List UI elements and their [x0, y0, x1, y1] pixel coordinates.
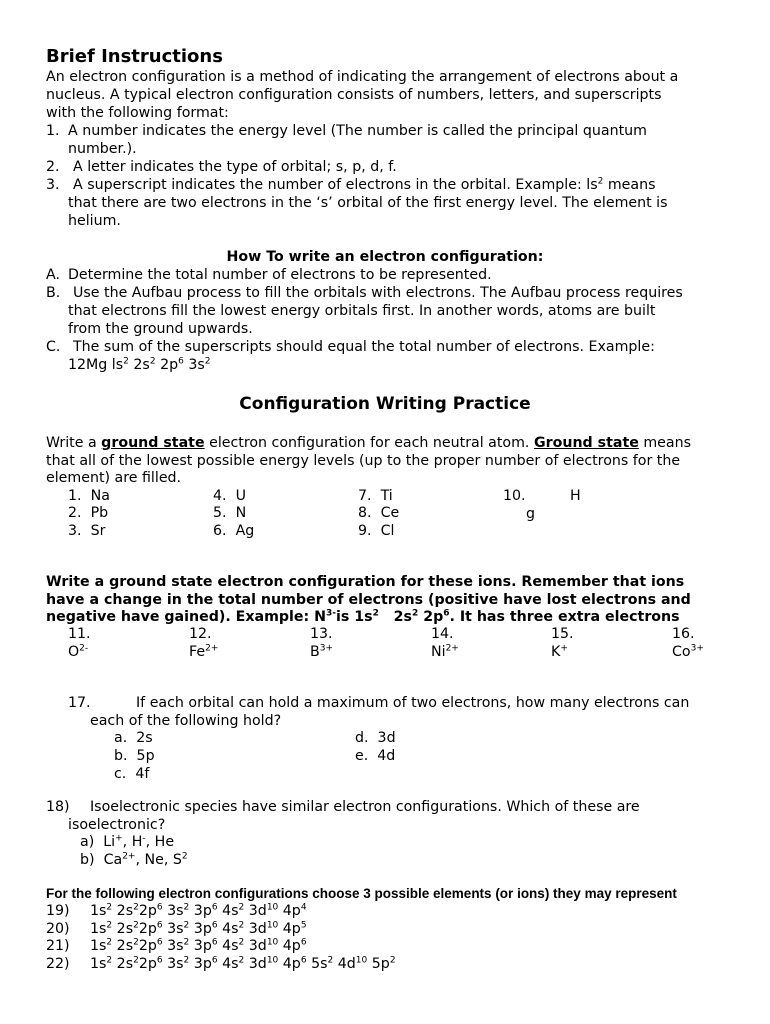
atom-item-symbol: H: [570, 488, 581, 504]
ion-symbol: K+: [551, 643, 568, 660]
list-number: B.: [46, 285, 61, 301]
example-config: 12Mg $ls^2$ $2s^2$ $2p^6$ $3s^2$: [68, 356, 211, 373]
option-item: a. 2s: [114, 730, 153, 746]
list-item: that electrons fill the lowest energy orbitals first. In another words, atoms are built: [68, 303, 656, 319]
list-number: 1.: [46, 123, 60, 139]
ion-symbol: $B^{3+}$: [310, 643, 334, 660]
option-item: b) $Ca^{2+}$, Ne, $S^2$: [80, 851, 188, 868]
configs-instructions: For the following electron configurations choose 3 possible elements (or ions) they may represent: [46, 886, 677, 901]
intro-line: nucleus. A typical electron configuration consists of numbers, letters, and superscripts: [46, 87, 662, 103]
list-item: number.).: [68, 141, 137, 157]
practice-intro: element) are filled.: [46, 470, 182, 486]
ion-number: 16.: [672, 626, 695, 642]
list-item: from the ground upwards.: [68, 321, 253, 337]
list-item: A letter indicates the type of orbital; s, p, d, f.: [73, 159, 397, 175]
atom-item: 5. N: [213, 505, 247, 521]
atom-item: 2. Pb: [68, 505, 109, 521]
ion-number: 15.: [551, 626, 574, 642]
ions-instructions: Write a ground state electron configuration for these ions. Remember that ions: [46, 574, 685, 590]
option-item: e. 4d: [355, 748, 396, 764]
ion-number: 12.: [189, 626, 212, 642]
config-number: 20): [46, 921, 70, 937]
question-number: 17.: [68, 695, 91, 711]
ion-symbol: $O^{2-}$: [68, 643, 89, 660]
list-number: A.: [46, 267, 60, 283]
question-text: If each orbital can hold a maximum of two electrons, how many electrons can: [136, 695, 690, 711]
config-line: $1s^2$ $2s^22p^6$ $3s^2$ $3p^6$ $4s^2$ $3d^{10}$ $4p^4$: [90, 902, 307, 919]
ion-symbol: $Ni^{2+}$: [431, 643, 459, 660]
intro-line: An electron configuration is a method of indicating the arrangement of electrons about a: [46, 69, 679, 85]
list-item: A number indicates the energy level (The number is called the principal quantum: [68, 123, 647, 139]
list-number: C.: [46, 339, 61, 355]
list-item: helium.: [68, 213, 121, 229]
practice-heading: Configuration Writing Practice: [239, 394, 531, 414]
ions-instructions: have a change in the total number of electrons (positive have lost electrons and: [46, 592, 691, 608]
option-item: a) Li+, H-, He: [80, 833, 175, 850]
option-item: b. 5p: [114, 748, 155, 764]
list-item: The sum of the superscripts should equal the total number of electrons. Example:: [73, 339, 655, 355]
ions-instructions: negative have gained). Example: $N^{3-}is$ $1s^2$ $2s^2$ $2p^6$. It has three extra electrons: [46, 608, 680, 625]
ion-symbol: $Co^{3+}$: [672, 643, 704, 660]
config-line: $1s^2$ $2s^22p^6$ $3s^2$ $3p^6$ $4s^2$ $3d^{10}$ $4p^5$: [90, 920, 307, 937]
question-text: Isoelectronic species have similar electron configurations. Which of these are: [90, 799, 640, 815]
list-item: A superscript indicates the number of electrons in the orbital. Example: $ls^2$ means: [73, 176, 656, 193]
question-text: isoelectronic?: [68, 817, 166, 833]
config-number: 22): [46, 956, 70, 972]
atom-item: 4. U: [213, 488, 246, 504]
question-text: each of the following hold?: [90, 713, 282, 729]
howto-heading: How To write an electron configuration:: [226, 249, 544, 265]
brief-instructions-heading: Brief Instructions: [46, 46, 223, 67]
ion-number: 11.: [68, 626, 91, 642]
atom-item-symbol: g: [526, 506, 536, 522]
atom-item-number: 10.: [503, 488, 526, 504]
ion-number: 13.: [310, 626, 333, 642]
option-item: d. 3d: [355, 730, 396, 746]
practice-intro: Write a ground state electron configuration for each neutral atom. Ground state means: [46, 435, 691, 451]
ion-symbol: $Fe^{2+}$: [189, 643, 219, 660]
list-item: that there are two electrons in the ‘s’ orbital of the first energy level. The element is: [68, 195, 668, 211]
list-item: Determine the total number of electrons to be represented.: [68, 267, 492, 283]
config-line: $1s^2$ $2s^22p^6$ $3s^2$ $3p^6$ $4s^2$ $3d^{10}$ $4p^6$ $5s^2$ $4d^{10}$ $5p^2$: [90, 955, 396, 972]
atom-item: 3. Sr: [68, 523, 106, 539]
config-number: 19): [46, 903, 70, 919]
atom-item: 8. Ce: [358, 505, 400, 521]
list-number: 3.: [46, 177, 60, 193]
ion-number: 14.: [431, 626, 454, 642]
question-number: 18): [46, 799, 70, 815]
config-number: 21): [46, 938, 70, 954]
atom-item: 7. Ti: [358, 488, 393, 504]
option-item: c. 4f: [114, 766, 150, 782]
list-item: Use the Aufbau process to fill the orbitals with electrons. The Aufbau process requires: [73, 285, 683, 301]
config-line: $1s^2$ $2s^22p^6$ $3s^2$ $3p^6$ $4s^2$ $3d^{10}$ $4p^6$: [90, 937, 307, 954]
list-number: 2.: [46, 159, 60, 175]
atom-item: 1. Na: [68, 488, 110, 504]
practice-intro: that all of the lowest possible energy levels (up to the proper number of electrons for the: [46, 453, 681, 469]
intro-line: with the following format:: [46, 105, 229, 121]
atom-item: 9. Cl: [358, 523, 395, 539]
atom-item: 6. Ag: [213, 523, 255, 539]
